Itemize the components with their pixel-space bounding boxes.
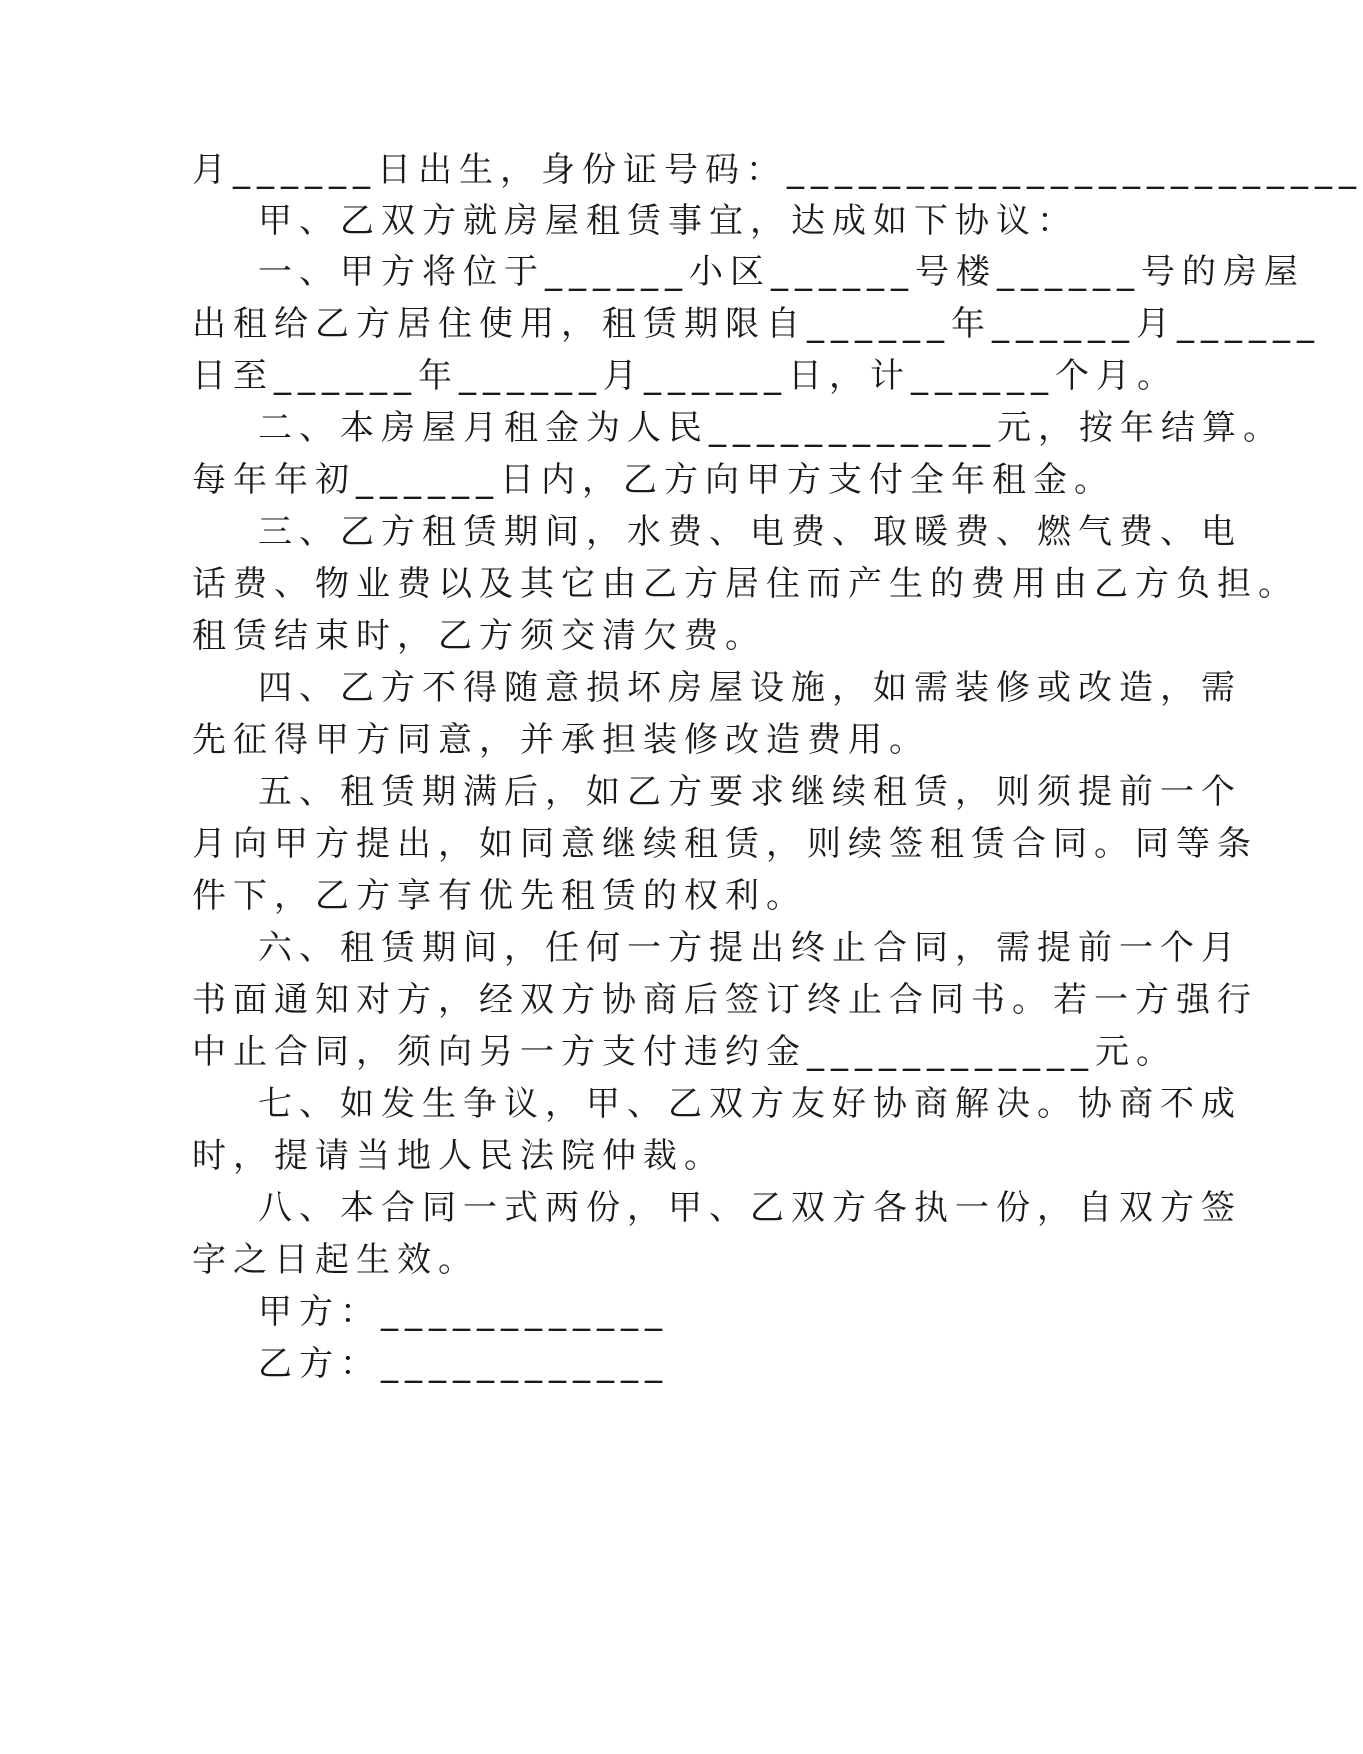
text-line: 月______日出生，身份证号码：________________________ xyxy=(192,150,1363,190)
text-line: 日至______年______月______日，计______个月。 xyxy=(192,356,1178,396)
text-line: 件下，乙方享有优先租赁的权利。 xyxy=(192,876,807,916)
text-line: 五、租赁期满后，如乙方要求继续租赁，则须提前一个 xyxy=(258,772,1242,812)
text-line: 先征得甲方同意，并承担装修改造费用。 xyxy=(192,720,930,760)
text-line: 七、如发生争议，甲、乙双方友好协商解决。协商不成 xyxy=(258,1084,1242,1124)
party-a-signature-line: 甲方：____________ xyxy=(258,1292,669,1332)
text-line: 二、本房屋月租金为人民____________元，按年结算。 xyxy=(258,408,1284,448)
text-line: 月向甲方提出，如同意继续租赁，则续签租赁合同。同等条 xyxy=(192,824,1258,864)
text-line: 话费、物业费以及其它由乙方居住而产生的费用由乙方负担。 xyxy=(192,564,1299,604)
text-line: 出租给乙方居住使用，租赁期限自______年______月______ xyxy=(192,304,1321,344)
text-line: 六、租赁期间，任何一方提出终止合同，需提前一个月 xyxy=(258,928,1242,968)
text-line: 甲、乙双方就房屋租赁事宜，达成如下协议： xyxy=(258,201,1078,241)
text-line: 每年年初______日内，乙方向甲方支付全年租金。 xyxy=(192,460,1115,500)
text-line: 中止合同，须向另一方支付违约金____________元。 xyxy=(192,1032,1177,1072)
party-b-signature-line: 乙方：____________ xyxy=(258,1344,669,1384)
text-line: 字之日起生效。 xyxy=(192,1240,479,1280)
text-line: 书面通知对方，经双方协商后签订终止合同书。若一方强行 xyxy=(192,980,1258,1020)
text-line: 租赁结束时，乙方须交清欠费。 xyxy=(192,616,766,656)
text-line: 三、乙方租赁期间，水费、电费、取暖费、燃气费、电 xyxy=(258,512,1242,552)
text-line: 四、乙方不得随意损坏房屋设施，如需装修或改造，需 xyxy=(258,668,1242,708)
text-line: 时，提请当地人民法院仲裁。 xyxy=(192,1136,725,1176)
text-line: 一、甲方将位于______小区______号楼______号的房屋 xyxy=(258,252,1305,292)
text-line: 八、本合同一式两份，甲、乙双方各执一份，自双方签 xyxy=(258,1188,1242,1228)
